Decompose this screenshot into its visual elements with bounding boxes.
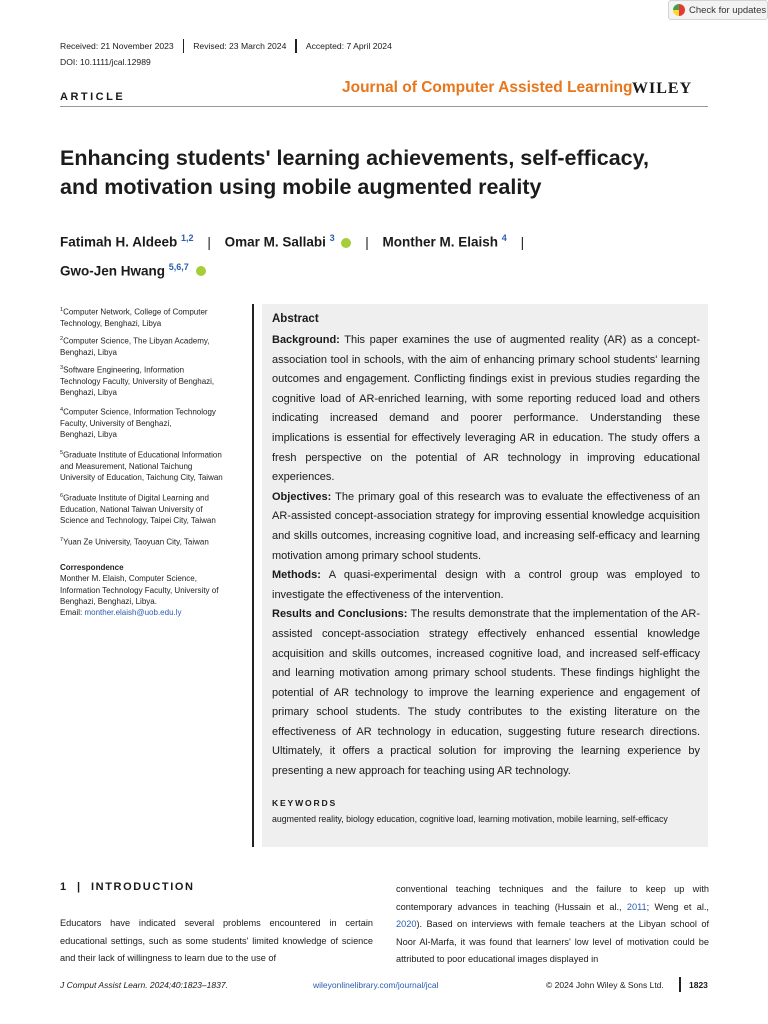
header-rule (60, 106, 708, 107)
abstract-heading: Abstract (272, 313, 319, 325)
citation-link[interactable]: 2011 (626, 901, 647, 912)
author-affiliation-ref[interactable]: 3 (329, 233, 335, 243)
article-dates (60, 39, 401, 53)
footer-url[interactable]: wileyonlinelibrary.com/journal/jcal (313, 980, 439, 990)
abstract-divider (252, 304, 254, 847)
doi: DOI: 10.1111/jcal.12989 (60, 57, 151, 67)
author-affiliation-ref[interactable]: 5,6,7 (168, 261, 189, 272)
footer-citation: J Comput Assist Learn. 2024;40:1823–1837. (60, 980, 228, 990)
page-number: 1823 (689, 980, 708, 990)
orcid-icon[interactable] (196, 266, 206, 276)
check-for-updates-button[interactable] (668, 0, 768, 20)
correspondence: Correspondence Monther M. Elaish, Computer Science, Information Technology Faculty, University of Benghazi, Benghazi, Libya. Email: monther.elaish@uob.edu.ly (60, 563, 219, 618)
author-list: Fatimah H. Aldeeb $^{1,2}$ | Omar M. Sallabi $^3$ | Monther M. Elaish $^4$ | Gwo-Jen Hwang $^{5,6,7}$ (60, 233, 525, 278)
author-affiliation-ref[interactable]: 1,2 (181, 233, 194, 243)
publisher-logo: WILEY (632, 80, 693, 97)
email-link[interactable]: monther.elaish@uob.edu.ly (84, 608, 182, 618)
orcid-icon[interactable] (341, 238, 351, 248)
footer-divider (679, 977, 681, 992)
article-type: ARTICLE (60, 91, 126, 103)
affiliation-1: $^1$Computer Network, College of Computer Technology, Benghazi, Libya (60, 307, 208, 328)
section-heading-introduction: 1 | INTRODUCTION (60, 881, 195, 893)
affiliation-5: $^5$Graduate Institute of Educational Information and Measurement, National Taichung University of Education, Taichung City, Taiwan (60, 450, 223, 483)
abstract-body (272, 331, 700, 782)
abstract-objectives: Objectives: The primary goal of this research was to evaluate the effectiveness of an AR-assisted concept-association strategy for improving essential knowledge acquisition and skills outcomes, increasing cognitive load, and increasing self-efficacy and learning motivation among primary school students. (272, 490, 700, 562)
author-name: Gwo-Jen Hwang (60, 263, 166, 278)
keywords-heading: KEYWORDS (272, 798, 338, 808)
author-name: Fatimah H. Aldeeb (60, 234, 178, 250)
revised-date: Revised: 23 March 2024 (193, 41, 287, 51)
affiliation-2: $^2$Computer Science, The Libyan Academy, Benghazi, Libya (60, 336, 210, 357)
correspondence-heading: Correspondence (60, 563, 124, 572)
intro-column-1: Educators have indicated several problems encountered in certain educational settings, such as some students' limited knowledge of science and their lack of willingness to learn due to the use of (60, 918, 373, 963)
keywords: augmented reality, biology education, cognitive load, learning motivation, mobile learning, self-efficacy (272, 814, 668, 824)
intro-column-2: conventional teaching techniques and the failure to keep up with contemporary advances in teaching (Hussain et al., 2011; Weng et al., 2020). Based on interviews with female teachers at the Libyan school of Noor Al-Marfa, it was found that learners' low level of motivation could be attributed to poor educational images displayed in (396, 884, 709, 964)
abstract-methods: Methods: A quasi-experimental design with a control group was employed to investigate the effectiveness of the intervention. (272, 569, 700, 601)
paper-title: Enhancing students' learning achievements, self-efficacy, and motivation using mobile augmented reality (60, 146, 649, 199)
crossmark-icon (673, 4, 685, 16)
abstract-background: Background: This paper examines the use of augmented reality (AR) as a concept-association tool in schools, with the aim of enhancing primary school students' learning outcomes and engagement. Conflicting findings exist in previous studies regarding the cognitive load of AR-enriched learning, with some reporting reduced load and others indicating increased demand and poorer performance. Understanding these implications is essential for effectively leveraging AR in education. The study offers a fresh perspective on the potential of AR technology in improving educational experiences. (272, 334, 700, 484)
check-for-updates-label: Check for updates (689, 4, 767, 16)
footer-copyright: © 2024 John Wiley & Sons Ltd. (546, 980, 664, 990)
affiliation-3: $^3$Software Engineering, Information Technology Faculty, University of Benghazi, Benghazi, Libya (60, 365, 215, 398)
affiliation-7: $^7$Yuan Ze University, Taoyuan City, Taiwan (60, 537, 209, 547)
author-affiliation-ref[interactable]: 4 (501, 233, 507, 243)
author-name: Monther M. Elaish (382, 234, 499, 250)
affiliation-4: $^4$Computer Science, Information Technology Faculty, University of Benghazi, Benghazi, Libya (60, 407, 216, 440)
affiliation-6: $^6$Graduate Institute of Digital Learning and Education, National Taiwan University of Science and Technology, Taipei City, Taiwan (60, 493, 216, 526)
author-name: Omar M. Sallabi (224, 234, 326, 250)
citation-link[interactable]: 2020 (396, 919, 417, 929)
received-date: Received: 21 November 2023 (60, 41, 174, 51)
journal-title: Journal of Computer Assisted Learning (342, 79, 633, 96)
abstract-results: Results and Conclusions: The results demonstrate that the implementation of the AR-assisted concept-association strategy effectively enhanced essential knowledge acquisition and skills outcomes, increased cognitive load, and increased self-efficacy and learning motivation among primary school students. These findings highlight the potential of AR technology to improve the learning experience and engagement of primary school students. The study contributes to the existing literature on the effectiveness of AR technology in education, suggesting future research directions. Ultimately, it offers a practical solution for improving the learning experience by presenting a new approach for teaching using AR technology. (272, 608, 700, 778)
accepted-date: Accepted: 7 April 2024 (305, 41, 392, 51)
